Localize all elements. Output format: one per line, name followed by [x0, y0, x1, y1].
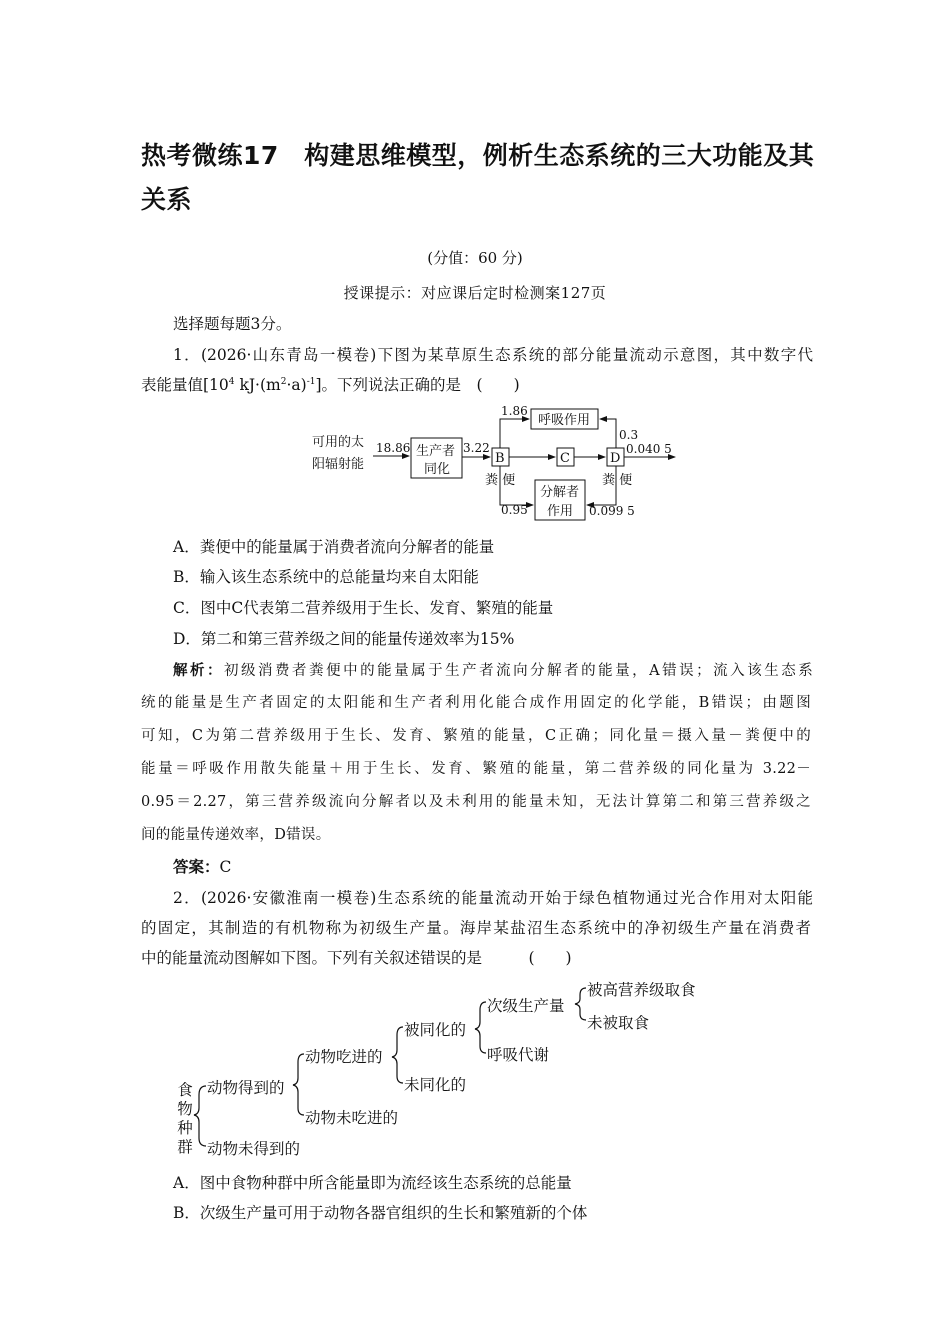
tree-not-obtained: 动物未得到的	[207, 1140, 301, 1158]
q1-analysis-line-4: 能量＝呼吸作用散失能量＋用于生长、发育、繁殖的能量，第二营养级的同化量为 3.22－	[141, 761, 811, 777]
q1-option-d: D．第二和第三营养级之间的能量传递效率为15%	[173, 630, 515, 648]
analysis-label: 解析：	[173, 662, 225, 679]
b-dec-value: 0.95	[501, 503, 528, 517]
d-out-value: 0.040 5	[626, 442, 672, 456]
title-line-2: 关系	[141, 185, 193, 214]
tree-root-label: 食 物 种 群	[177, 1081, 193, 1156]
tree-eaten: 动物吃进的	[305, 1048, 383, 1066]
brace-root	[194, 1086, 206, 1146]
q1-option-b: B．输入该生态系统中的总能量均来自太阳能	[173, 568, 479, 586]
tree-respiration: 呼吸代谢	[487, 1046, 550, 1064]
answer-label: 答案：	[173, 857, 220, 876]
in-value: 18.86	[376, 441, 411, 455]
q1-stem-line-2: 表能量值[$10^4$ $kJ\cdot(m^2\cdot a)^{-1}$]。下列说法正确的是 ( )	[141, 376, 520, 394]
brace-assimilated	[475, 1002, 486, 1053]
tree-not-assimilated: 未同化的	[404, 1076, 467, 1094]
hint-line: 授课提示：对应课后定时检测案127页	[343, 284, 607, 302]
respiration-label: 呼吸作用	[538, 413, 591, 428]
q1-analysis-line-3: 可知，C为第二营养级用于生长、发育、繁殖的能量，C正确；同化量＝摄入量－粪便中的	[141, 728, 811, 744]
q1-analysis-line-6: 间的能量传递效率，D错误。	[141, 827, 331, 843]
score-line: (分值：60 分)	[427, 249, 523, 267]
node-c-label: C	[560, 451, 570, 466]
tree-secondary: 次级生产量	[487, 997, 565, 1015]
q1-option-a: A．粪便中的能量属于消费者流向分解者的能量	[173, 538, 495, 556]
feces-left-label: 粪 便	[485, 473, 516, 488]
q1-option-c: C．图中C代表第二营养级用于生长、发育、繁殖的能量	[173, 599, 554, 617]
pb-value: 3.22	[463, 441, 490, 455]
q2-stem-line-3: 中的能量流动图解如下图。下列有关叙述错误的是 ( )	[141, 949, 572, 967]
q2-option-a: A．图中食物种群中所含能量即为流经该生态系统的总能量	[173, 1174, 572, 1192]
d-dec-value: 0.099 5	[589, 504, 635, 518]
node-d-label: D	[610, 451, 621, 466]
q1-stem-line-1: 1．(2026·山东青岛一模卷)下图为某草原生态系统的部分能量流动示意图，其中数字代	[173, 346, 813, 364]
resp-value: 1.86	[501, 404, 528, 418]
tree-not-eaten-by-higher: 未被取食	[587, 1014, 650, 1032]
q2-stem-line-2: 的固定，其制造的有机物称为初级生产量。海岸某盐沼生态系统中的净初级生产量在消费者	[141, 919, 811, 937]
q1-analysis-line-1: 解析：初级消费者粪便中的能量属于生产者流向分解者的能量，A错误；流入该生态系	[173, 662, 814, 679]
q1-analysis-line-5: 0.95＝2.27，第三营养级流向分解者以及未利用的能量未知，无法计算第二和第三营养级之	[141, 794, 811, 810]
section-note: 选择题每题3分。	[173, 315, 292, 333]
q2-option-b: B．次级生产量可用于动物各器官组织的生长和繁殖新的个体	[173, 1204, 588, 1222]
brace-obtained	[293, 1054, 304, 1115]
q2-stem-line-1: 2．(2026·安徽淮南一模卷)生态系统的能量流动开始于绿色植物通过光合作用对太阳能	[173, 889, 813, 907]
tree-not-eaten: 动物未吃进的	[305, 1109, 399, 1127]
decomposer-label-2: 作用	[547, 504, 574, 519]
decomposer-label-1: 分解者	[540, 485, 580, 500]
q1-answer: 答案：C	[173, 857, 232, 876]
tree-eaten-by-higher: 被高营养级取食	[587, 981, 696, 999]
tree-assimilated: 被同化的	[404, 1021, 467, 1039]
brace-eaten	[392, 1027, 403, 1083]
brace-secondary	[575, 988, 586, 1020]
feces-right-label: 粪 便	[602, 473, 633, 488]
tree-obtained: 动物得到的	[207, 1079, 285, 1097]
producer-label-1: 生产者	[416, 444, 456, 459]
node-b-label: B	[495, 451, 505, 466]
title-line-1: 热考微练17 构建思维模型，例析生态系统的三大功能及其	[141, 141, 815, 170]
producer-label-2: 同化	[424, 462, 451, 477]
source-label-1: 可用的太	[312, 435, 365, 450]
q1-analysis-line-2: 统的能量是生产者固定的太阳能和生产者利用化能合成作用固定的化学能，B错误；由题图	[141, 695, 811, 711]
d-resp-value: 0.3	[619, 428, 639, 442]
source-label-2: 阳辐射能	[312, 457, 365, 472]
